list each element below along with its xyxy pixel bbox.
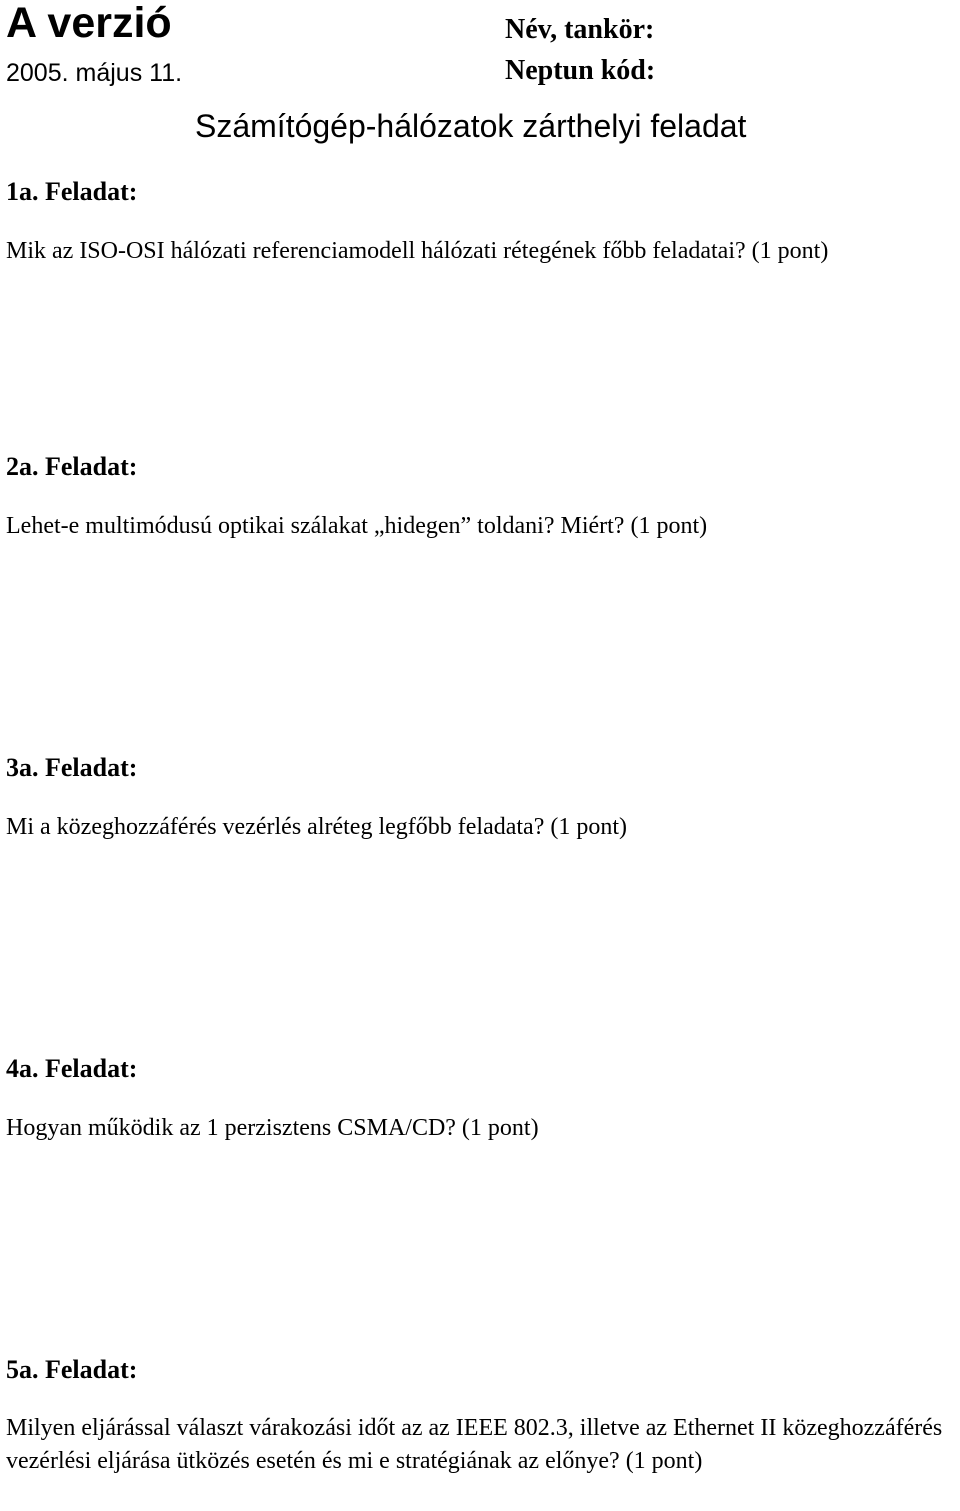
task-3-question: Mi a közeghozzáférés vezérlés alréteg legfőbb feladata? (1 pont) (6, 814, 627, 840)
task-1-label: 1a. Feladat: (6, 177, 138, 206)
page-title: Számítógép-hálózatok zárthelyi feladat (195, 108, 747, 144)
task-4-label: 4a. Feladat: (6, 1054, 138, 1083)
task-3-label: 3a. Feladat: (6, 753, 138, 782)
version-label: A verzió (6, 0, 172, 47)
task-2-label: 2a. Feladat: (6, 452, 138, 481)
neptun-code-label: Neptun kód: (505, 55, 656, 86)
task-2-question: Lehet-e multimódusú optikai szálakat „hidegen” toldani? Miért? (1 pont) (6, 513, 708, 539)
exam-date: 2005. május 11. (6, 59, 183, 87)
name-group-label: Név, tankör: (505, 14, 655, 45)
task-4-question: Hogyan működik az 1 perzisztens CSMA/CD? (1 pont) (6, 1115, 539, 1141)
task-5-label: 5a. Feladat: (6, 1355, 138, 1384)
task-5-question: Milyen eljárással választ várakozási időt az az IEEE 802.3, illetve az Ethernet II közeghozzáférés vezérlési eljárása ütközés esetén és mi e stratégiának az előnye? (1 pont) (6, 1415, 943, 1474)
task-1-question: Mik az ISO-OSI hálózati referenciamodell hálózati rétegének főbb feladatai? (1 pont) (6, 238, 829, 264)
